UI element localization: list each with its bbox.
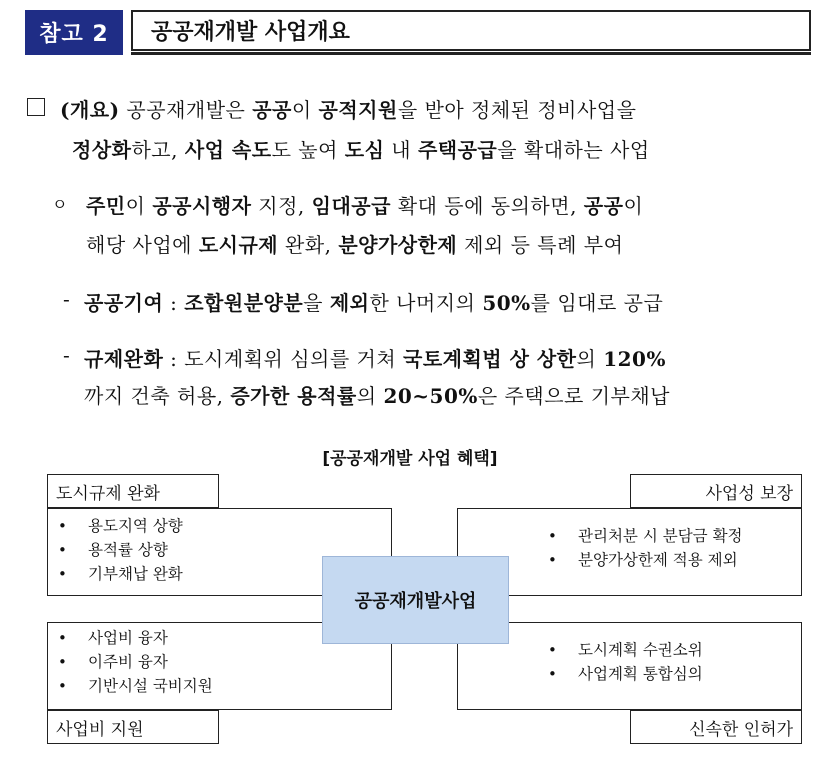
dash-item-deregulation-line-1: 규제완화 : 도시계획위 심의를 거쳐 국토계획법 상 상한의 120% <box>84 347 666 371</box>
list-profit-guarantee <box>542 524 743 572</box>
list-project-funding <box>52 626 213 698</box>
list-item: • 용도지역 상향 <box>52 514 183 538</box>
list-fast-permit <box>542 638 703 686</box>
overview-label: (개요) <box>60 98 120 122</box>
circle-item-line-2: 해당 사업에 도시규제 완화, 분양가상한제 제외 등 특례 부여 <box>86 233 624 257</box>
diagram-title: [공공재개발 사업 혜택] <box>322 449 498 469</box>
dash-item-public-contribution: 공공기여 : 조합원분양분을 제외한 나머지의 50%를 임대로 공급 <box>84 291 664 315</box>
label-profit-guarantee: 사업성 보장 <box>630 474 802 508</box>
list-item: • 분양가상한제 적용 제외 <box>542 548 743 572</box>
page-title: 공공재개발 사업개요 <box>131 10 811 51</box>
label-fast-permit: 신속한 인허가 <box>630 710 802 744</box>
list-item: • 사업비 융자 <box>52 626 213 650</box>
overview-line-2: 정상화하고, 사업 속도도 높여 도심 내 주택공급을 확대하는 사업 <box>72 138 650 162</box>
list-item: • 기부채납 완화 <box>52 562 183 586</box>
list-item: • 용적률 상향 <box>52 538 183 562</box>
list-item: • 이주비 융자 <box>52 650 213 674</box>
center-box-public-redevelopment: 공공재개발사업 <box>322 556 509 644</box>
list-urban-deregulation <box>52 514 183 586</box>
checkbox-bullet-icon <box>27 98 45 116</box>
overview-line-1: (개요) 공공재개발은 공공이 공적지원을 받아 정체된 정비사업을 <box>60 98 637 122</box>
dash-item-deregulation-line-2: 까지 건축 허용, 증가한 용적률의 20~50%은 주택으로 기부채납 <box>84 384 670 408</box>
section-badge: 참고 2 <box>25 10 123 55</box>
dash-bullet-1: - <box>63 287 71 311</box>
list-item: • 관리처분 시 분담금 확정 <box>542 524 743 548</box>
dash-bullet-2: - <box>63 343 71 367</box>
list-item: • 기반시설 국비지원 <box>52 674 213 698</box>
label-urban-deregulation: 도시규제 완화 <box>47 474 219 508</box>
label-project-funding: 사업비 지원 <box>47 710 219 744</box>
circle-item-line-1: 주민이 공공시행자 지정, 임대공급 확대 등에 동의하면, 공공이 <box>86 194 644 218</box>
list-item: • 사업계획 통합심의 <box>542 662 703 686</box>
circle-bullet-icon: ㅇ <box>52 195 68 214</box>
list-item: • 도시계획 수권소위 <box>542 638 703 662</box>
